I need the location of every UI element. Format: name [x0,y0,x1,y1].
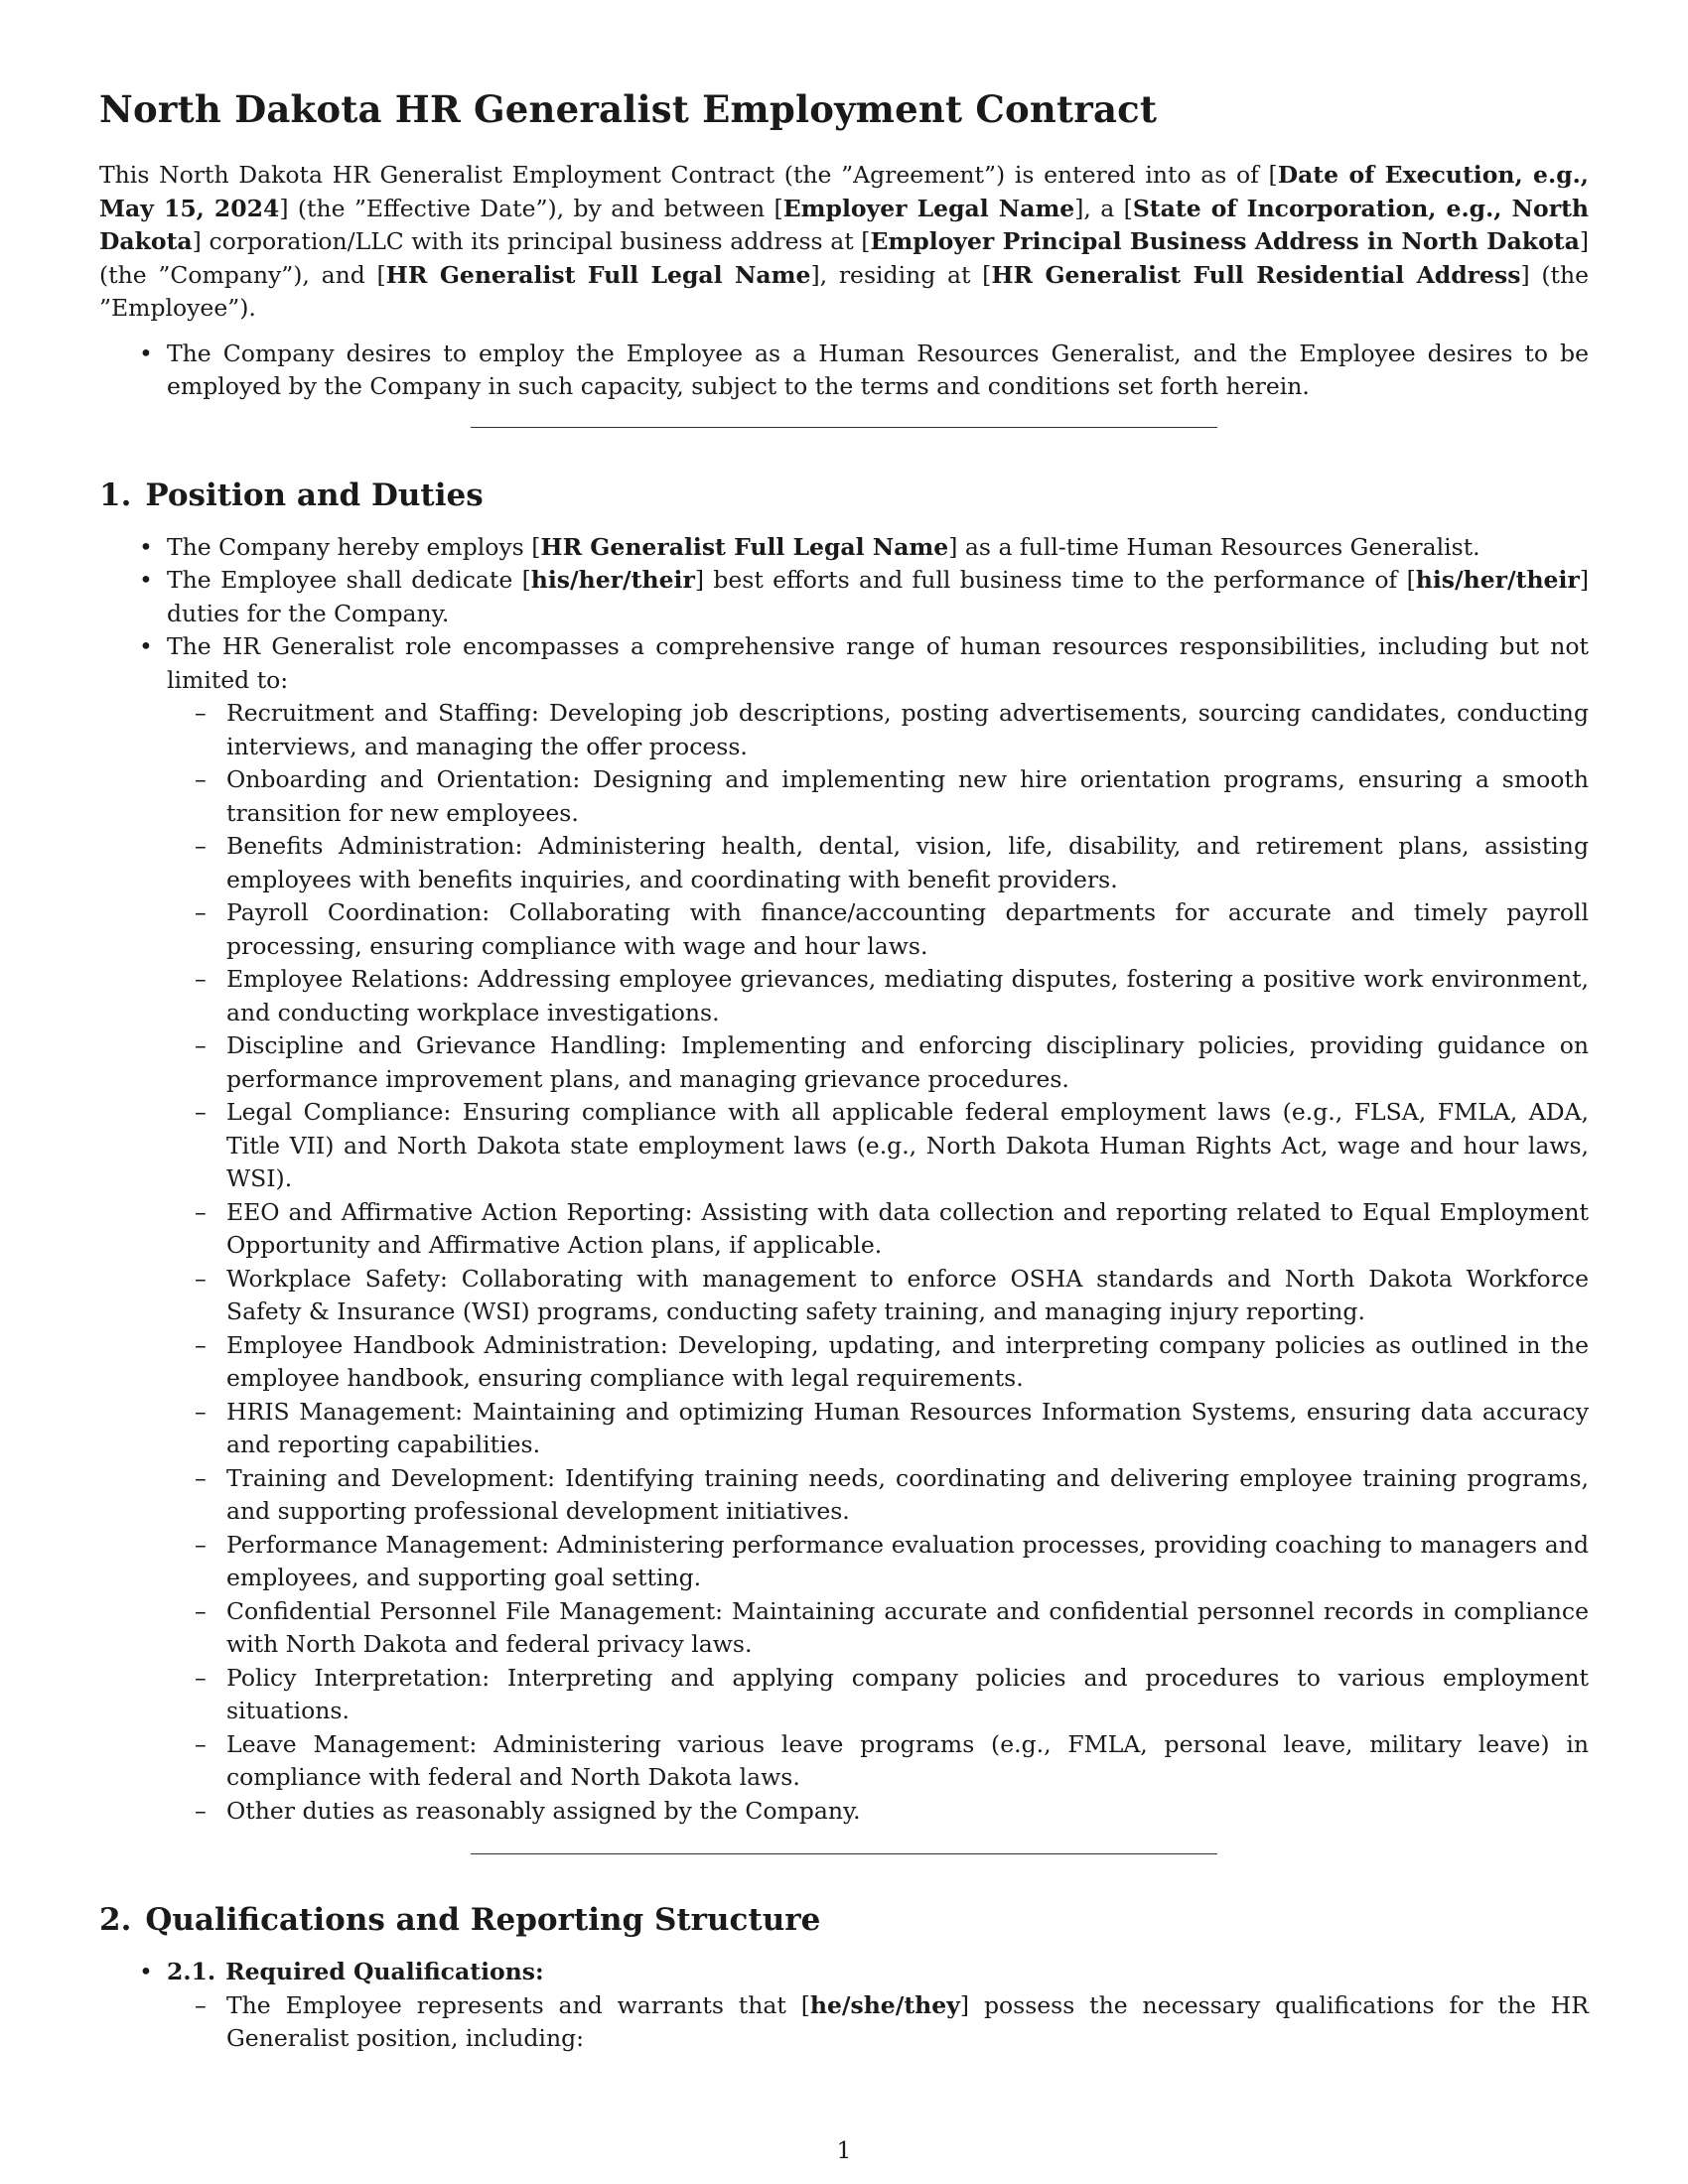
text: The Company hereby employs [ [167,532,541,561]
duty-item: – Benefits Administration: Administering health, dental, vision, life, disability, and retirement plans, assisting employees with benefits inquiries, and coordinating with benefit providers. [167,830,1589,896]
placeholder-pronoun: his/her/their [530,566,695,594]
duty-item: – Training and Development: Identifying training needs, coordinating and delivering employee training programs, and supporting professional development initiatives. [167,1462,1589,1529]
intro-text: ] (the ”Effective Date”), by and between [ [279,194,783,222]
placeholder-employee-name: HR Generalist Full Legal Name [385,260,811,289]
qualifications-list [167,1989,1589,2056]
placeholder-pronoun: he/she/they [809,1990,960,2019]
subsection-heading [167,1958,544,1985]
duty-item: – Employee Handbook Administration: Developing, updating, and interpreting company policies as outlined in the employee handbook, ensuring compliance with legal requirements. [167,1329,1589,1396]
intro-text: ], residing at [ [810,260,992,289]
document-page [99,87,1589,2056]
placeholder-pronoun: his/her/their [1415,566,1580,594]
duty-item: – Confidential Personnel File Management: Maintaining accurate and confidential personnel records in compliance with North Dakota and federal privacy laws. [167,1595,1589,1662]
duty-item: – Recruitment and Staffing: Developing job descriptions, posting advertisements, sourcing candidates, conducting interviews, and managing the offer process. [167,697,1589,763]
placeholder-employer-legal-name: Employer Legal Name [782,194,1075,222]
duty-item: – Employee Relations: Addressing employee grievances, mediating disputes, fostering a positive work environment, and conducting workplace investigations. [167,963,1589,1029]
intro-text: ], a [ [1074,194,1133,222]
section-number: 1. [99,477,132,513]
duty-item: – Workplace Safety: Collaborating with management to enforce OSHA standards and North Dakota Workforce Safety & Insurance (WSI) programs, conducting safety training, and managing injury reporting. [167,1263,1589,1329]
section-2-heading [99,1900,1589,1940]
duty-item: – Performance Management: Administering performance evaluation processes, providing coaching to managers and employees, and supporting goal setting. [167,1529,1589,1595]
recitals-list [99,338,1589,404]
page-number: 1 [836,2136,852,2164]
section-divider [471,427,1217,428]
duty-item: – Discipline and Grievance Handling: Implementing and enforcing disciplinary policies, providing guidance on performance improvement plans, and managing grievance procedures. [167,1029,1589,1096]
placeholder-date-of-execution: Date of Execution, e.g., May 15, 2024 [99,161,1589,222]
placeholder-state-of-incorporation: State of Incorporation, e.g., North Dakota [99,194,1590,255]
list-item [99,564,1589,630]
intro-paragraph [99,159,1589,326]
intro-text: ] corporation/LLC with its principal business address at [ [192,227,871,255]
text: ] as a full-time Human Resources Generalist. [948,532,1480,561]
duty-item: – EEO and Affirmative Action Reporting: Assisting with data collection and reporting related to Equal Employment Opportunity and Affirmative Action plans, if applicable. [167,1196,1589,1263]
section-1-list [99,531,1589,1829]
duty-item: – Policy Interpretation: Interpreting and applying company policies and procedures to various employment situations. [167,1662,1589,1728]
qualification-item [167,1989,1589,2056]
section-2-list [99,1956,1589,2056]
subsection-number: 2.1. [167,1958,216,1985]
placeholder-employee-name: HR Generalist Full Legal Name [540,532,949,561]
list-item [99,1956,1589,2056]
duty-item: – Payroll Coordination: Collaborating with finance/accounting departments for accurate and timely payroll processing, ensuring compliance with wage and hour laws. [167,896,1589,963]
list-item [99,630,1589,1828]
duty-item: – Legal Compliance: Ensuring compliance with all applicable federal employment laws (e.g., FLSA, FMLA, ADA, Title VII) and North Dakota state employment laws (e.g., North Dakota Human Rights Act, wage and hour laws, WSI). [167,1096,1589,1196]
list-item [99,531,1589,565]
text: ] duties for the Company. [167,566,1589,627]
duties-list [167,697,1589,1828]
intro-text: ] (the ”Company”), and [ [99,227,1589,289]
text: The HR Generalist role encompasses a comprehensive range of human resources responsibilities, including but not limited to: [167,632,1589,694]
section-divider [471,1853,1217,1854]
recital-item: • The Company desires to employ the Employee as a Human Resources Generalist, and the Employee desires to be employed by the Company in such capacity, subject to the terms and conditions set forth herein. [99,338,1589,404]
section-1-heading [99,476,1589,515]
text: The Employee represents and warrants that [ [226,1990,810,2019]
subsection-title: Required Qualifications: [225,1958,544,1985]
text: ] possess the necessary qualifications for the HR Generalist position, including: [226,1990,1589,2052]
duty-item: – Onboarding and Orientation: Designing and implementing new hire orientation programs, ensuring a smooth transition for new employees. [167,763,1589,830]
placeholder-employee-address: HR Generalist Full Residential Address [991,260,1521,289]
document-title: North Dakota HR Generalist Employment Contract [99,87,1158,131]
duty-item: – HRIS Management: Maintaining and optimizing Human Resources Information Systems, ensuring data accuracy and reporting capabilities. [167,1396,1589,1462]
intro-text: This North Dakota HR Generalist Employment Contract (the ”Agreement”) is entered into as of [ [99,161,1278,189]
intro-text: ] (the ”Employee”). [99,260,1589,322]
duty-item: – Other duties as reasonably assigned by the Company. [167,1795,1589,1829]
placeholder-employer-address: Employer Principal Business Address in North Dakota [870,227,1580,255]
section-title: Position and Duties [145,477,484,513]
text: ] best efforts and full business time to the performance of [ [694,566,1416,594]
text: The Employee shall dedicate [ [167,566,531,594]
section-title: Qualifications and Reporting Structure [145,1902,821,1938]
section-number: 2. [99,1902,132,1938]
duty-item: – Leave Management: Administering various leave programs (e.g., FMLA, personal leave, military leave) in compliance with federal and North Dakota laws. [167,1728,1589,1795]
